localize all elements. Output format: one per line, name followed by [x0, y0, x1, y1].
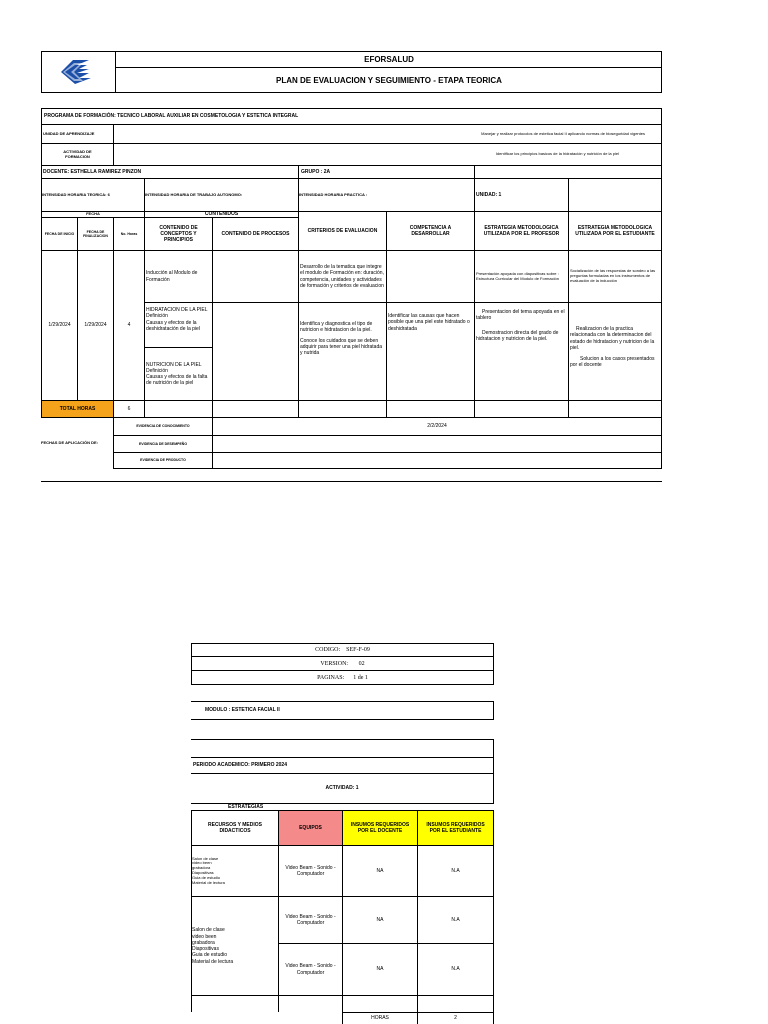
actividad-num: ACTIVIDAD: 1	[191, 773, 494, 803]
competencia-1	[386, 250, 474, 302]
blank-row-c2	[278, 995, 342, 1012]
fechas-aplicacion-label: FECHAS DE APLICACIÓN DE:	[41, 417, 113, 469]
estudiante-1: N.A	[417, 845, 494, 896]
ev-desempeno-label: EVIDENCIA DE DESEMPEÑO	[113, 435, 212, 452]
unidad-label: UNIDAD DE APRENDIZAJE	[41, 125, 113, 143]
concepto-1: Inducción al Modulo de Formación	[144, 250, 212, 302]
bottom-rule	[41, 481, 662, 482]
col-insumos-docente: INSUMOS REQUERIDOS POR EL DOCENTE	[342, 810, 417, 845]
grupo: GRUPO : 2A	[298, 165, 474, 179]
col-conceptos: CONTENIDO DE CONCEPTOS Y PRINCIPIOS	[144, 217, 212, 250]
est-2	[568, 302, 662, 400]
col-competencia: COMPETENCIA A DESARROLLAR	[386, 211, 474, 250]
prof-1: Presentación apoyada con diapositivas sobre : Estructura Curricular del Modulo de Formación	[474, 250, 568, 302]
horas-value: 2	[417, 1012, 494, 1024]
col-recursos: RECURSOS Y MEDIOS DIDACTICOS	[191, 810, 278, 845]
competencia-2: Identificar las causas que hacen posible que una piel este hidratado o deshidratada	[386, 302, 474, 400]
equipos-1: Video Beam - Sonido - Computador	[278, 845, 342, 896]
col-insumos-estudiante: INSUMOS REQUERIDOS POR EL ESTUDIANTE	[417, 810, 494, 845]
actividad-value-text: Identificar los principios basicos de la hidratación y nutrición de la piel	[495, 151, 619, 157]
logo-cell	[41, 51, 116, 93]
criterio-2	[298, 302, 386, 400]
total-horas-value: 6	[113, 400, 144, 417]
total-row-c5	[474, 400, 568, 417]
col-fecha-inicio: FECHA DE INICIO	[41, 217, 77, 250]
modulo: MODULO : ESTETICA FACIAL II	[191, 701, 494, 720]
prof-2	[474, 302, 568, 400]
eforsalud-logo-icon	[41, 51, 116, 93]
est-2a: Realizacion de la practica relacionada con la determinacion del estado de hidratacion y nutricion de la piel.	[570, 326, 655, 351]
criterio-2a: Identifica y diagnostica el tipo de nutricion e hidratacion de la piel.	[300, 321, 373, 334]
blank-row-c1	[191, 995, 278, 1012]
estudiante-3: N.A	[417, 943, 494, 995]
codigo: CODIGO: SEF-F-09	[191, 643, 494, 657]
col-estrategia-est: ESTRATEGIA METODOLOGICA UTILIZADA POR EL ESTUDIANTE	[568, 211, 662, 250]
ih-autonomo: INTENSIDAD HORARIA DE TRABAJO AUTONOMO:	[144, 179, 298, 211]
col-equipos: EQUIPOS	[278, 810, 342, 845]
total-row-c4	[386, 400, 474, 417]
unidad-value	[113, 125, 662, 143]
equipos-2: Video Beam - Sonido - Computador	[278, 896, 342, 943]
programa-row: PROGRAMA DE FORMACIÓN: TECNICO LABORAL AUXILIAR EN COSMETOLOGIA Y ESTETICA INTEGRAL	[41, 108, 662, 125]
col-criterios: CRITERIOS DE EVALUACION	[298, 211, 386, 250]
procesos-1	[212, 250, 298, 302]
total-row-c6	[568, 400, 662, 417]
ih-row-blank	[568, 179, 662, 211]
ih-practica: INTENSIDAD HORARIA PRACTICA :	[298, 179, 474, 211]
programa-right-edge	[661, 108, 662, 125]
estrategias-title: ESTRATEGIAS	[191, 803, 494, 810]
ev-desempeno-fecha	[212, 435, 662, 452]
fecha-fin: 1/29/2024	[77, 250, 113, 400]
total-row-c1	[144, 400, 212, 417]
ev-conocimiento-fecha: 2/2/2024	[212, 417, 662, 435]
horas: 4	[113, 250, 144, 400]
periodo-top-row	[191, 739, 494, 757]
col-procesos: CONTENIDO DE PROCESOS	[212, 217, 298, 250]
blank-row-c4	[417, 995, 494, 1012]
plan-title: PLAN DE EVALUACION Y SEGUIMIENTO - ETAPA TEORICA	[276, 76, 502, 85]
concepto-3: NUTRICION DE LA PIEL Definición Causas y efectos de la falta de nutrición de la piel	[144, 347, 212, 400]
ev-producto-fecha	[212, 452, 662, 469]
ev-producto-label: EVIDENCIA DE PRODUCTO	[113, 452, 212, 469]
version: VERSION: 02	[191, 657, 494, 671]
criterio-2b: Conoce los cuidados que se deben adquirir para tener una piel hidratada y nutrida	[300, 337, 382, 356]
horas-label: HORAS	[342, 1012, 417, 1024]
recursos-2: Salon de clase video been grabadora Diapositivas Guia de estudio Material de lectura	[191, 896, 278, 995]
ev-conocimiento-label: EVIDENCIA DE CONOCIMIENTO	[113, 417, 212, 435]
fecha-group-header: FECHA	[41, 211, 144, 217]
unidad-value-text: Manejar y realizar protocolos de estetica facial II aplicando normas de bioseguridad vigentes	[481, 130, 645, 136]
recursos-1: Salon de clase video been grabadora Diapositivas Guia de estudio Material de lectura	[191, 845, 278, 896]
blank-row-c3	[342, 995, 417, 1012]
equipos-3: Video Beam - Sonido - Computador	[278, 943, 342, 995]
contenidos-group-header: CONTENIDOS	[144, 211, 298, 217]
total-row-c2	[212, 400, 298, 417]
docente-1: NA	[342, 845, 417, 896]
periodo: PERIODO ACADEMICO: PRIMERO 2024	[191, 757, 494, 773]
col-fecha-finalizacion: FECHA DE FINALIZACION	[77, 217, 113, 250]
ih-teorica: INTENSIDAD HORARIA TEORICA: 6	[41, 179, 144, 211]
total-row-c3	[298, 400, 386, 417]
est-1: Socialización de las respuestas de sondeo a las preguntas formuladas en los instrumentos de evaluación de la inducción	[568, 250, 662, 302]
actividad-value	[113, 143, 662, 165]
concepto-2: HIDRATACION DE LA PIEL Definición Causas y efectos de la deshidratación de la piel	[144, 302, 212, 347]
docente: DOCENTE: ESTHELLA RAMIREZ PINZON	[41, 165, 298, 179]
paginas: PAGINAS: 1 de 1	[317, 675, 368, 681]
procesos-2	[212, 302, 298, 400]
actividad-label: ACTIVIDAD DE FORMACION	[41, 143, 113, 165]
prof-2a: Presentacion del tema apoyada en el tablero	[476, 309, 565, 322]
prof-2b: Demostracion directa del grado de hidratacion y nutricion de la piel.	[476, 329, 559, 342]
criterio-1: Desarrollo de la tematica que integre el modulo de Formación en: duración, competencia, unidades y actividades de formación y criterios de evaluacion	[298, 250, 386, 302]
org-name: EFORSALUD	[116, 51, 662, 68]
unidad-num: UNIDAD: 1	[474, 179, 568, 211]
docente-row-blank	[474, 165, 662, 179]
total-horas-label: TOTAL HORAS	[41, 400, 113, 417]
fecha-inicio: 1/29/2024	[41, 250, 77, 400]
docente-2: NA	[342, 896, 417, 943]
col-estrategia-prof: ESTRATEGIA METODOLOGICA UTILIZADA POR EL PROFESOR	[474, 211, 568, 250]
estudiante-2: N.A	[417, 896, 494, 943]
col-horas: No. Horas	[113, 217, 144, 250]
est-2b: Solucion a los casos presentados por el docente	[570, 356, 655, 369]
docente-3: NA	[342, 943, 417, 995]
